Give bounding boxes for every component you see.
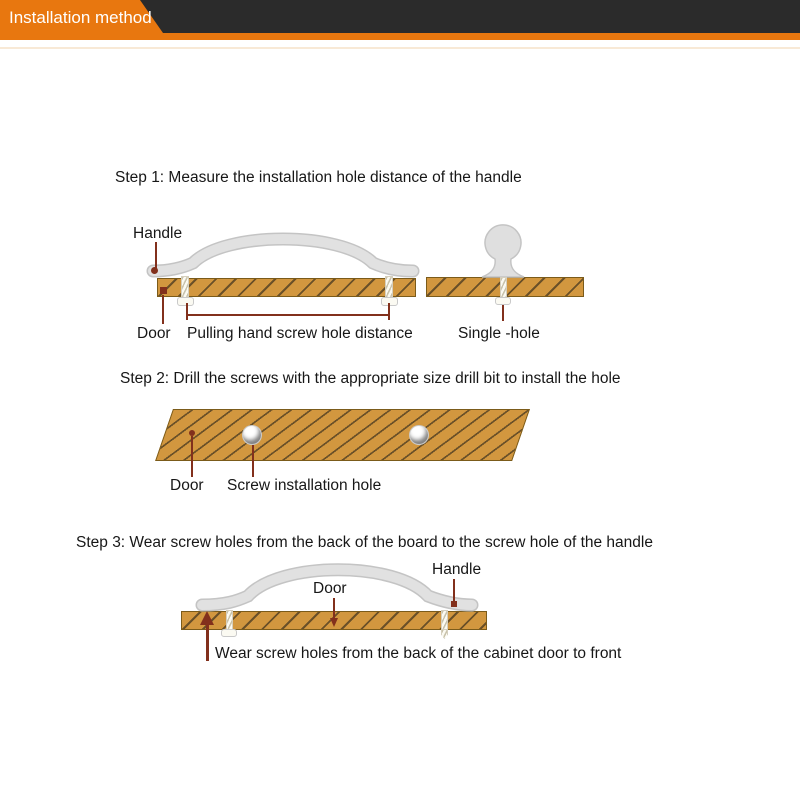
- step3-note: Wear screw holes from the back of the cabinet door to front: [215, 645, 622, 662]
- hole-label-step2: Screw installation hole: [227, 477, 382, 494]
- door-pointer-line-step1: [162, 295, 164, 324]
- door-label-step1: Door: [137, 325, 171, 342]
- banner-title: Installation method: [9, 8, 152, 27]
- door-board-step1: [157, 278, 416, 297]
- screw-right-step3: [441, 610, 448, 630]
- screw-head-left-step3: [221, 629, 237, 637]
- banner-underline: [0, 47, 800, 49]
- screw-single-hole: [500, 277, 507, 298]
- single-hole-pointer-line: [502, 305, 504, 321]
- single-hole-label: Single -hole: [458, 325, 540, 342]
- step1-caption: Step 1: Measure the installation hole distance of the handle: [115, 169, 522, 186]
- handle-pointer-line-step1: [155, 242, 157, 269]
- step2-caption: Step 2: Drill the screws with the appropriate size drill bit to install the hole: [120, 370, 621, 387]
- door-pointer-line-step3: [333, 598, 335, 619]
- dimension-tick-left: [186, 303, 188, 320]
- handle-arch-step1-outline: [153, 239, 413, 271]
- distance-label: Pulling hand screw hole distance: [187, 325, 413, 342]
- screw-hole-left: [242, 425, 262, 445]
- door-label-step2: Door: [170, 477, 204, 494]
- screw-tip-right-step3: [441, 629, 448, 639]
- screw-left-step3: [226, 610, 233, 630]
- dimension-tick-right: [388, 303, 390, 320]
- handle-pointer-line-step3: [453, 579, 455, 602]
- screw-hole-right: [409, 425, 429, 445]
- handle-arch-step1: [153, 239, 413, 271]
- screw-left-step1: [181, 276, 189, 298]
- handle-label-step3: Handle: [432, 561, 482, 578]
- door-pointer-arrowhead-step3: [330, 618, 338, 627]
- screw-head-single-hole: [495, 297, 511, 305]
- screw-right-step1: [385, 276, 393, 298]
- door-pointer-dot-step1: [160, 287, 167, 294]
- handle-label-step1: Handle: [133, 225, 183, 242]
- door-label-step3: Door: [313, 580, 347, 597]
- step3-caption: Step 3: Wear screw holes from the back of the board to the screw hole of the handle: [76, 534, 653, 551]
- door-board-step2: [155, 409, 530, 461]
- back-insert-arrowhead: [200, 611, 214, 625]
- handle-pointer-dot-step1: [151, 267, 158, 274]
- knob-shape: [482, 225, 524, 277]
- dimension-line: [187, 314, 389, 316]
- handle-pointer-dot-step3: [451, 601, 457, 607]
- door-pointer-line-step2: [191, 436, 193, 477]
- hole-pointer-line-step2: [252, 445, 254, 477]
- back-insert-arrow-shaft: [206, 624, 209, 661]
